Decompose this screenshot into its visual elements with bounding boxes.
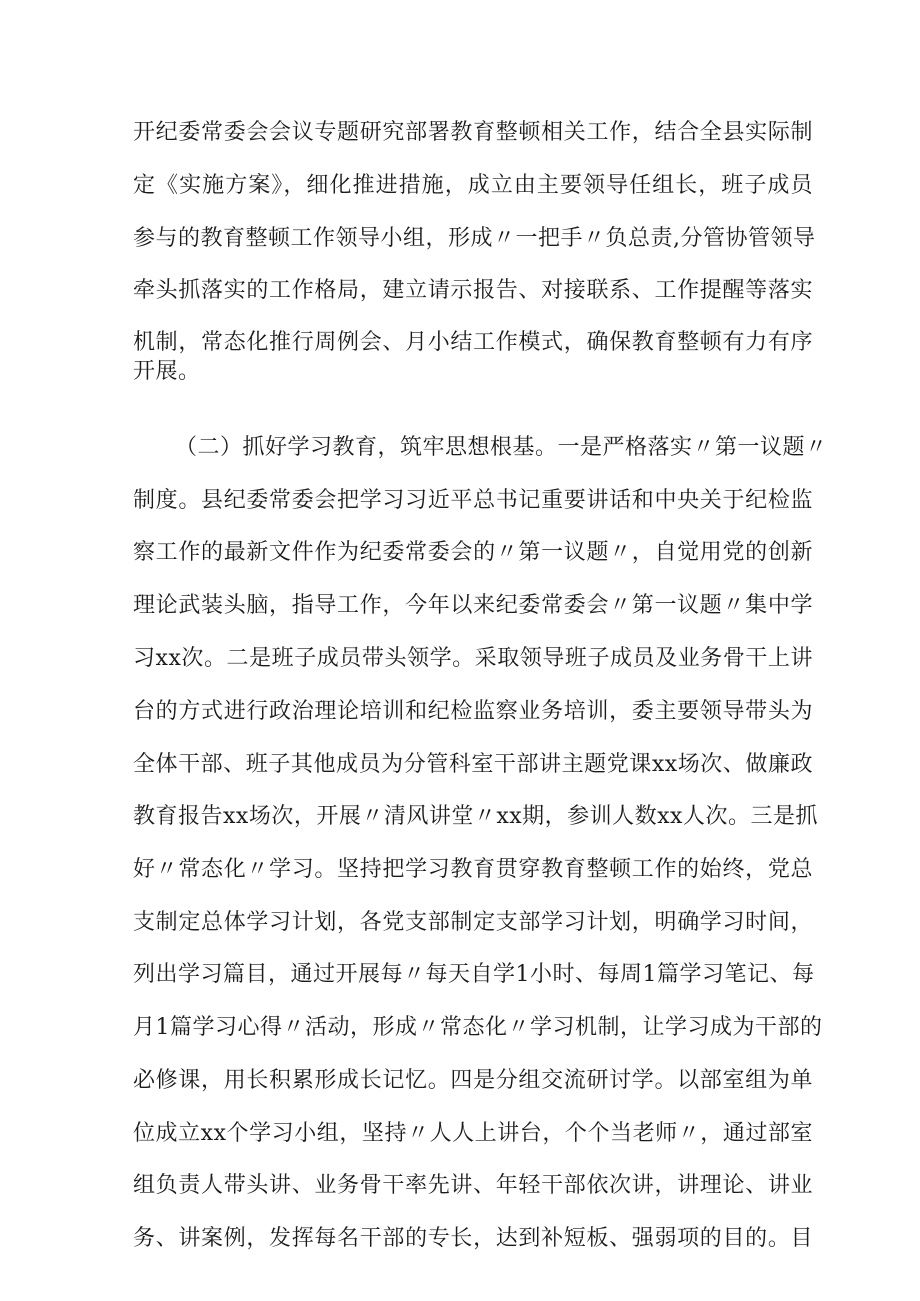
paragraph-line: 开展。 xyxy=(133,359,201,384)
paragraph-line: 全体干部、班子其他成员为分管科室干部讲主题党课xx场次、做廉政 xyxy=(133,752,813,777)
paragraph-line: 习xx次。二是班子成员带头领学。采取领导班子成员及业务骨干上讲 xyxy=(133,646,813,671)
paragraph-line: 定《实施方案》，细化推进措施，成立由主要领导任组长，班子成员 xyxy=(133,173,813,198)
paragraph-line: 台的方式进行政治理论培训和纪检监察业务培训，委主要领导带头为 xyxy=(133,699,813,724)
paragraph-line: 位成立xx个学习小组，坚持〃人人上讲台，个个当老师〃，通过部室 xyxy=(133,1121,813,1146)
paragraph-line: 月1篇学习心得〃活动，形成〃常态化〃学习机制，让学习成为干部的 xyxy=(133,1015,823,1040)
section-heading-line: （二）抓好学习教育，筑牢思想根基。一是严格落实〃第一议题〃 xyxy=(175,435,828,460)
paragraph-line: 务、讲案例，发挥每名干部的专长，达到补短板、强弱项的目的。目 xyxy=(133,1226,813,1251)
paragraph-line: 牵头抓落实的工作格局，建立请示报告、对接联系、工作提醒等落实 xyxy=(133,278,813,303)
paragraph-line: 开纪委常委会会议专题研究部署教育整顿相关工作，结合全县实际制 xyxy=(133,120,813,145)
paragraph-line: 列出学习篇目，通过开展每〃每天自学1小时、每周1篇学习笔记、每 xyxy=(133,962,815,987)
paragraph-line: 好〃常态化〃学习。坚持把学习教育贯穿教育整顿工作的始终，党总 xyxy=(133,857,813,882)
paragraph-line: 机制，常态化推行周例会、月小结工作模式，确保教育整顿有力有序 xyxy=(133,330,813,355)
paragraph-line: 察工作的最新文件作为纪委常委会的〃第一议题〃，自觉用党的创新 xyxy=(133,540,813,565)
paragraph-line: 必修课，用长积累形成长记忆。四是分组交流研讨学。以部室组为单 xyxy=(133,1068,813,1093)
paragraph-line: 支制定总体学习计划，各党支部制定支部学习计划，明确学习时间， xyxy=(133,910,813,935)
paragraph-line: 制度。县纪委常委会把学习习近平总书记重要讲话和中央关于纪检监 xyxy=(133,488,813,513)
paragraph-line: 教育报告xx场次，开展〃清风讲堂〃xx期，参训人数xx人次。三是抓 xyxy=(133,804,818,829)
paragraph-line: 参与的教育整顿工作领导小组，形成〃一把手〃负总责,分管协管领导 xyxy=(133,226,816,251)
paragraph-line: 理论武装头脑，指导工作，今年以来纪委常委会〃第一议题〃集中学 xyxy=(133,593,813,618)
paragraph-line: 组负责人带头讲、业务骨干率先讲、年轻干部依次讲，讲理论、讲业 xyxy=(133,1173,813,1198)
